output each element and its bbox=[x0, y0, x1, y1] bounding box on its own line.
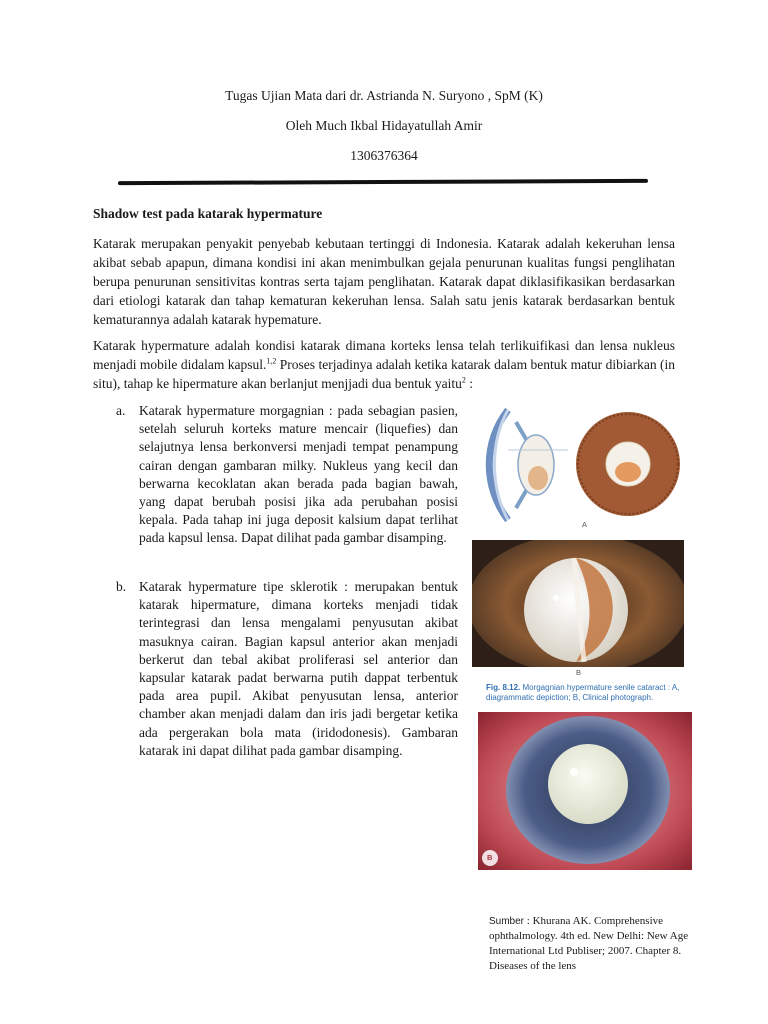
list-item-morgagnian-text: Katarak hypermature morgagnian : pada sebagian pasien, setelah seluruh korteks mature mencair (liquefies) dan selajutnya lensa berkonversi menjadi tempat penampung cairan dengan gambaran milky. Nukleus yang kecil dan berwarna kecoklatan akan berada pada bagian bawah, yang dapat berubah posisi jika ada perubahan posisi kepala. Pada tahap ini juga deposit kalsium dapat terlihat pada kapsul lensa. Dapat dilihat pada gambar disamping. bbox=[139, 403, 458, 546]
list-item-sclerotic-text: Katarak hypermature tipe sklerotik : merupakan bentuk katarak hipermature, dimana korteks menjadi tidak terintegrasi dan lensa mengalami penyusutan akibat masuknya cairan. Bagian kapsul anterior akan menjadi berkerut dan tebal akibat proliferasi sel anterior dan kapsular katarak padat berwarna putih dappat terbentuk pada area pupil. Akibat penyusutan lensa, anterior chamber akan menjadi dalam dan iris jadi bergetar ketika ada pergerakan bola mata (iridodonesis). Gambaran katarak ini dapat dilihat pada gambar disamping. bbox=[139, 579, 458, 758]
figure-label-b-photo: B bbox=[487, 853, 493, 862]
figure-photo-sclerotic bbox=[478, 712, 692, 870]
list-marker-a: a. bbox=[116, 403, 126, 418]
paragraph-intro: Katarak merupakan penyakit penyebab kebutaan tertinggi di Indonesia. Katarak adalah kekeruhan lensa akibat sebab apapun, dimana kondisi ini akan menimbulkan gejala penurunan kualitas fungsi penglihatan berupa penurunan sensitivitas kontras serta tajam penglihatan. Katarak dapat diklasifikasikan berdasarkan dari etiologi katarak dan tahap kematuran kekeruhan lensa. Salah satu jenis katarak berdasarkan bentuk kematurannya adalah katarak hypemature. bbox=[93, 236, 675, 327]
section-title: Shadow test pada katarak hypermature bbox=[93, 206, 323, 221]
paragraph-hypermature-part3: : bbox=[465, 376, 474, 391]
citation-2: 2 bbox=[461, 375, 466, 385]
header-assignment-title: Tugas Ujian Mata dari dr. Astrianda N. Suryono , SpM (K) bbox=[225, 88, 543, 103]
source-reference bbox=[489, 914, 689, 974]
eye-diagram-illustration bbox=[478, 402, 688, 532]
figure-caption-label: Fig. 8.12. bbox=[486, 683, 521, 692]
header-divider bbox=[118, 179, 648, 185]
list-marker-b: b. bbox=[116, 579, 127, 594]
paragraph-hypermature-part2: Proses terjadinya adalah ketika katarak dalam bentuk matur dibiarkan (in situ), tahap ke hipermature akan berlanjut menjjadi dua bentuk yaitu bbox=[93, 357, 675, 391]
header-student-id: 1306376364 bbox=[350, 148, 418, 163]
figure-diagram-a bbox=[478, 402, 688, 532]
morgagnian-cataract-photo bbox=[472, 540, 684, 667]
source-label: Sumber bbox=[489, 916, 525, 927]
paragraph-hypermature bbox=[93, 336, 675, 393]
paragraph-hypermature-part1: Katarak hypermature adalah kondisi katarak dimana korteks lensa telah terlikuifikasi dan lensa nukleus menjadi mobile didalam kapsul. bbox=[93, 338, 675, 372]
sclerotic-cataract-photo bbox=[478, 712, 692, 870]
figure-photo-b bbox=[472, 540, 684, 677]
citation-1-2: 1,2 bbox=[266, 356, 277, 366]
header-author: Oleh Much Ikbal Hidayatullah Amir bbox=[285, 118, 483, 133]
source-text: : Khurana AK. Comprehensive ophthalmology. 4th ed. New Delhi: New Age International Ltd Publiser; 2007. Chapter 8. Diseases of the lens bbox=[489, 915, 689, 972]
figure-label-b: B bbox=[576, 668, 582, 677]
figure-caption bbox=[486, 683, 686, 703]
figure-caption-text: Morgagnian hypermature senile cataract : A, diagrammatic depiction; B, Clinical photograph. bbox=[486, 683, 680, 702]
figure-label-a: A bbox=[582, 520, 588, 529]
